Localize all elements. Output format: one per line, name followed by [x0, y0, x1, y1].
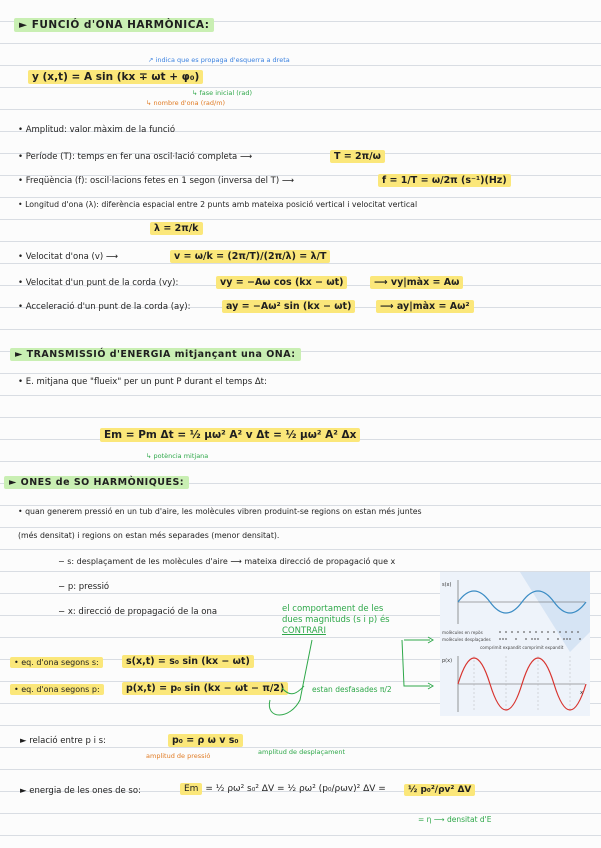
- behaviour-note-a: el comportament de les dues magnituds: [282, 604, 384, 625]
- behaviour-note-b: (s i p) és: [353, 615, 390, 625]
- eq-s-label: • eq. d'ona segons s:: [10, 657, 103, 668]
- period-definition: • Període (T): temps en fer una oscil·lació completa ⟶: [18, 152, 253, 162]
- eq-p-label: • eq. d'ona segons p:: [10, 684, 104, 695]
- annotation-displacement-amplitude: amplitud de desplaçament: [258, 748, 346, 756]
- energy-final: ½ p₀²/ρv² ΔV: [404, 784, 475, 796]
- behaviour-note-c: CONTRARI: [282, 626, 326, 636]
- point-velocity-max: ⟶ vy|màx = Aω: [370, 276, 463, 289]
- frequency-definition: • Freqüència (f): oscil·lacions fetes en 1 segon (inversa del T) ⟶: [18, 176, 295, 186]
- relation-equation: p₀ = ρ ω v s₀: [168, 734, 243, 747]
- frequency-equation: f = 1/T = ω/2π (s⁻¹)(Hz): [378, 174, 511, 187]
- point-acceleration-max: ⟶ ay|màx = Aω²: [376, 300, 474, 313]
- sound-intro-line1: • quan generem pressió en un tub d'aire, les molècules vibren produint-se regions on estan més juntes: [18, 507, 422, 516]
- energy-label: ► energia de les ones de so:: [20, 786, 141, 796]
- sound-intro-line2: (més densitat) i regions on estan més separades (menor densitat).: [18, 531, 280, 540]
- axis-s-label: s(x): [442, 582, 452, 588]
- mean-energy-equation: Em = Pm Δt = ½ μω² A² v Δt = ½ μω² A² Δx: [100, 428, 360, 442]
- section3-title: ► ONES de SO HARMÒNIQUES:: [4, 476, 189, 489]
- point-acceleration-definition: • Acceleració d'un punt de la corda (ay):: [18, 302, 191, 312]
- annotation-direction: ↗ indica que es propaga d'esquerra a dreta: [148, 56, 290, 64]
- annotation-mean-power: ↳ potència mitjana: [146, 452, 209, 460]
- annotation-pressure-amplitude: amplitud de pressió: [146, 752, 211, 760]
- s-definition: − s: desplaçament de les molècules d'aire ⟶ mateixa direcció de propagació que x: [58, 557, 396, 566]
- point-velocity-definition: • Velocitat d'un punt de la corda (vy):: [18, 278, 179, 288]
- main-wave-equation: y (x,t) = A sin (kx ∓ ωt + φ₀): [28, 70, 203, 84]
- energy-equation-rest: = ½ ρω² s₀² ΔV = ½ ρω² (p₀/ρωv)² ΔV =: [202, 784, 386, 794]
- axis-x-label: x: [580, 690, 583, 696]
- mean-energy-text: • E. mitjana que "flueix" per un punt P durant el temps Δt:: [18, 377, 267, 387]
- x-definition: − x: direcció de propagació de la ona: [58, 607, 218, 617]
- section1-title: ► FUNCIÓ d'ONA HARMÒNICA:: [14, 18, 214, 32]
- eta-note: = η ⟶ densitat d'E: [418, 815, 492, 824]
- phase-note: estan desfasades π/2: [312, 685, 392, 694]
- period-equation: T = 2π/ω: [330, 150, 385, 163]
- molecules-rest-label: molècules en repòs: [442, 630, 483, 635]
- point-acceleration-equation: ay = −Aω² sin (kx − ωt): [222, 300, 355, 313]
- energy-em-highlight: Em: [180, 783, 202, 795]
- wave-velocity-definition: • Velocitat d'ona (v) ⟶: [18, 252, 119, 262]
- point-velocity-equation: vy = −Aω cos (kx − ωt): [216, 276, 347, 289]
- molecules-displaced-label: molècules desplaçades: [442, 637, 491, 642]
- amplitude-definition: • Amplitud: valor màxim de la funció: [18, 125, 176, 135]
- section2-title: ► TRANSMISSIÓ d'ENERGIA mitjançant una ONA:: [10, 348, 301, 361]
- sound-wave-figure: [440, 572, 590, 716]
- wavelength-definition: • Longitud d'ona (λ): diferència espacial entre 2 punts amb mateixa posició vertical i velocitat vertical: [18, 200, 418, 209]
- energy-equation: [180, 784, 386, 794]
- axis-p-label: p(x): [442, 658, 453, 664]
- eq-p: p(x,t) = p₀ sin (kx − ωt − π/2): [122, 682, 288, 695]
- eq-s: s(x,t) = s₀ sin (kx − ωt): [122, 655, 254, 668]
- relation-label: ► relació entre p i s:: [20, 736, 106, 746]
- p-definition: − p: pressió: [58, 582, 110, 592]
- wave-velocity-equation: v = ω/k = (2π/T)/(2π/λ) = λ/T: [170, 250, 330, 263]
- compression-label: comprimit expandit comprimit expandit: [480, 645, 564, 650]
- annotation-wave-number: ↳ nombre d'ona (rad/m): [146, 99, 226, 107]
- wavelength-equation: λ = 2π/k: [150, 222, 203, 235]
- annotation-initial-phase: ↳ fase inicial (rad): [192, 89, 253, 97]
